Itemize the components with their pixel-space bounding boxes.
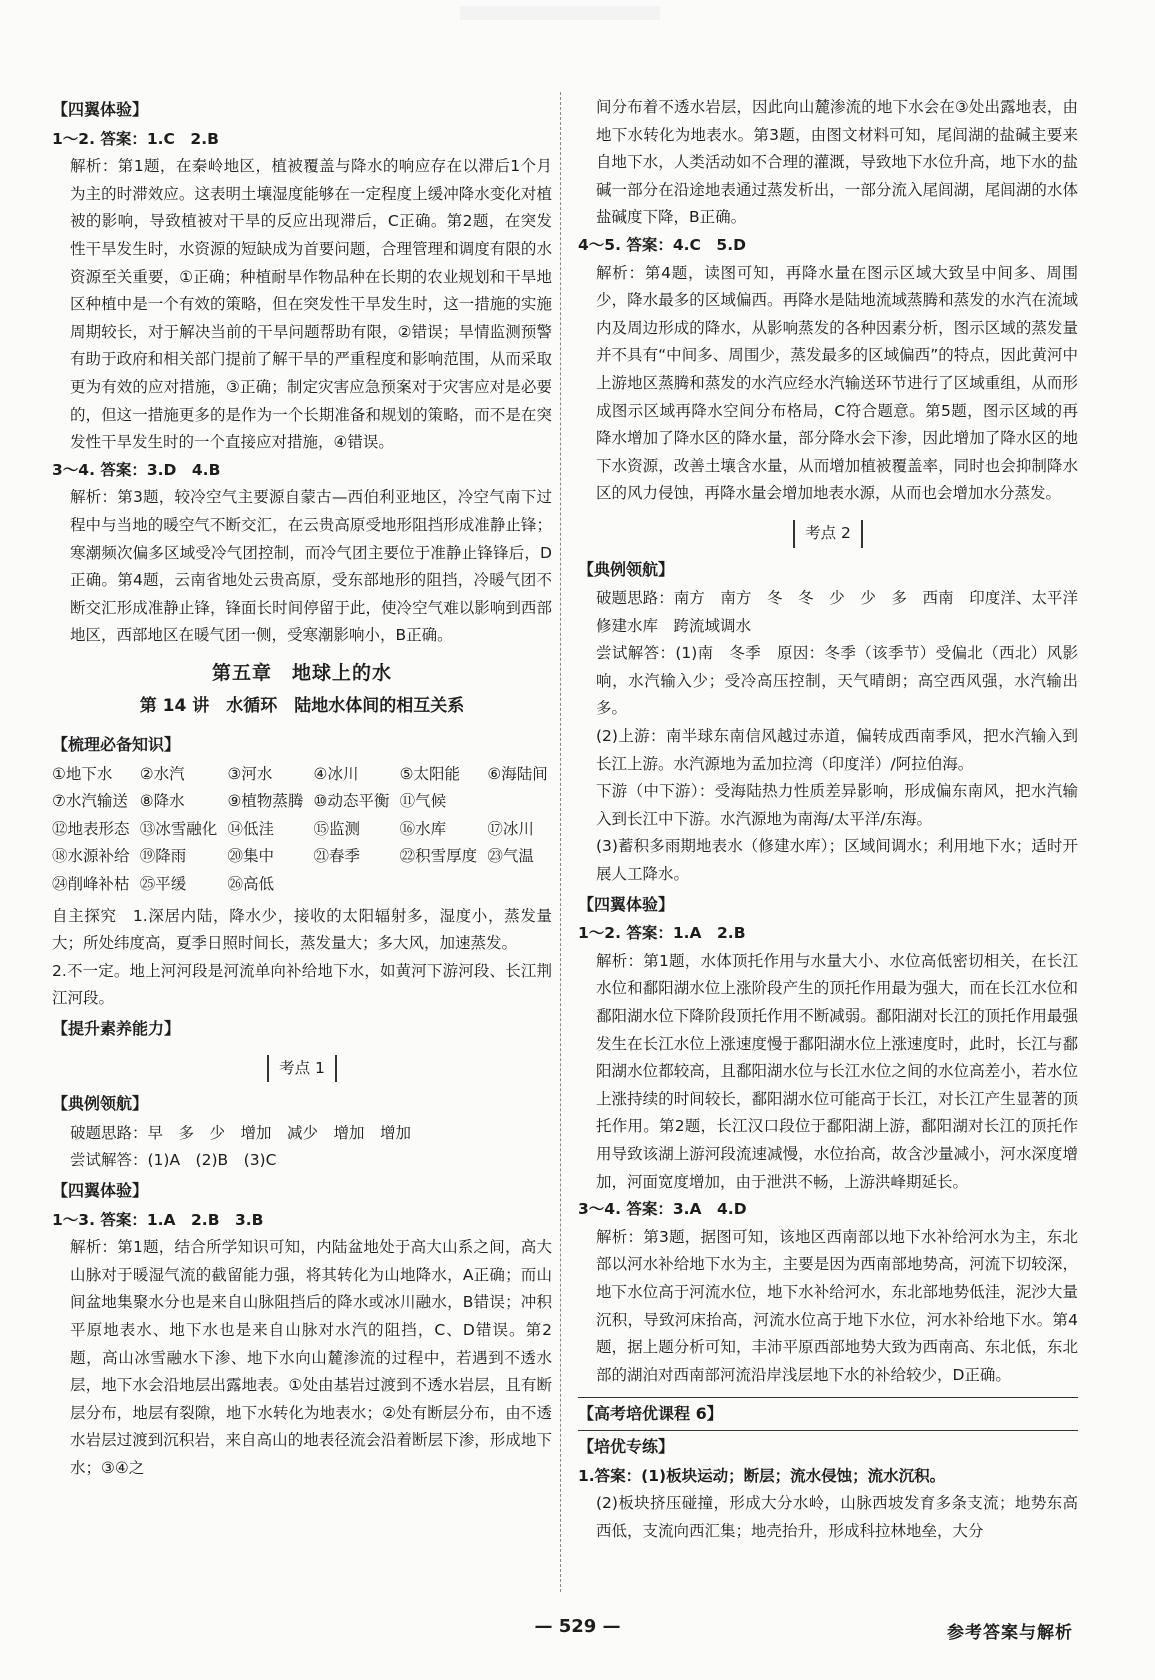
grid-cell: ②水汽 xyxy=(139,764,185,783)
grid-cell: ㉔削峰补枯 xyxy=(52,875,130,894)
footer-label: 参考答案与解析 xyxy=(947,1623,1073,1643)
answer-line: 1～2. 答案：1.C 2.B xyxy=(52,129,219,148)
grid-cell: ⑥海陆间 xyxy=(487,764,548,783)
grid-cell: ⑬冰雪融化 xyxy=(139,819,218,838)
kaodian-label xyxy=(52,1055,552,1083)
answer-line: 1.答案：(1)板块运动；断层；流水侵蚀；流水沉积。 xyxy=(578,1466,946,1485)
solution-idea: 破题思路：早 多 少 增加 减少 增加 增加 xyxy=(70,1123,412,1142)
chapter-title: 第五章 地球上的水 xyxy=(211,661,392,684)
grid-cell: ⑤太阳能 xyxy=(399,764,461,783)
grid-cell: ①地下水 xyxy=(52,764,113,783)
explanation: 间分布着不透水岩层，因此向山麓渗流的地下水会在③处出露地表，由地下水转化为地表水。第3题，由图文材料可知，尾闾湖的盐碱主要来自地下水，人类活动如不合理的灌溉，导致地下水位升高，地下水的盐碱一部分在沿途地表通过蒸发析出，一部分流入尾闾湖，尾闾湖的水体盐碱度下降，B正确。 xyxy=(596,98,1078,227)
try-answer: (2)上游：南半球东南信风越过赤道，偏转成西南季风，把水汽输入到长江上游。水汽源地为孟加拉湾（印度洋）/阿拉伯海。 xyxy=(596,727,1078,773)
section-header: 【四翼体验】 xyxy=(578,894,675,914)
section-header: 【高考培优课程 6】 xyxy=(578,1397,1078,1431)
answer-line: 3～4. 答案：3.D 4.B xyxy=(52,460,221,479)
grid-cell: ③河水 xyxy=(227,764,273,783)
solution-idea: 破题思路：南方 南方 冬 冬 少 少 多 西南 印度洋、太平洋 修建水库 跨流域调水 xyxy=(596,589,1094,635)
self-explore: 自主探究 1.深居内陆，降水少，接收的太阳辐射多，湿度小，蒸发量大；所处纬度高，夏季日照时间长，蒸发量大；多大风，加速蒸发。 xyxy=(52,906,552,953)
grid-cell: ⑰冰川 xyxy=(487,819,534,838)
answer-line: 4～5. 答案：4.C 5.D xyxy=(578,235,746,254)
section-header: 【提升素养能力】 xyxy=(52,1019,181,1038)
try-answer: 尝试解答：(1)A (2)B (3)C xyxy=(70,1151,277,1170)
grid-cell: ㉖高低 xyxy=(227,875,274,894)
explanation: (2)板块挤压碰撞，形成大分水岭，山脉西坡发育多条支流；地势东高西低，支流向西汇集；地壳抬升，形成科拉林地垒，大分 xyxy=(596,1494,1078,1540)
grid-cell: ㉒积雪厚度 xyxy=(399,847,478,866)
kaodian-label xyxy=(578,520,1078,548)
lecture-title: 第 14 讲 水循环 陆地水体间的相互关系 xyxy=(139,696,465,717)
kaodian-text: 考点 2 xyxy=(793,520,863,548)
grid-cell: ⑨植物蒸腾 xyxy=(227,792,304,811)
try-answer: 尝试解答：(1)南 冬季 原因：冬季（该季节）受偏北（西北）风影响，水汽输入少；受冷高压控制，天气晴朗；高空西风强，水汽输出多。 xyxy=(596,644,1078,718)
section-header: 【典例领航】 xyxy=(578,559,675,579)
section-header: 【四翼体验】 xyxy=(52,100,149,119)
section-header: 【四翼体验】 xyxy=(52,1180,149,1200)
grid-cell: ⑳集中 xyxy=(227,847,274,866)
answer-line: 1～3. 答案：1.A 2.B 3.B xyxy=(52,1210,264,1229)
explanation: 解析：第1题，在秦岭地区，植被覆盖与降水的响应存在以滞后1个月为主的时滞效应。这表明土壤湿度能够在一定程度上缓冲降水变化对植被的影响，导致植被对干旱的反应出现滞后，C正确。第2题，在突发性干旱发生时，水资源的短缺成为首要问题，合理管理和调度有限的水资源至关重要，①正确；种植耐旱作物品种在长期的农业规划和干旱地区种植中是一个有效的策略，但在突发性干旱发生时，这一措施的实施周期较长，对于解决当前的干旱问题帮助有限，②错误；旱情监测预警有助于政府和相关部门提前了解干旱的严重程度和影响范围，从而采取更为有效的应对措施，③正确；制定灾害应急预案对于灾害应对是必要的，但这一措施更多的是作为一个长期准备和规划的策略，而不是在突发性干旱发生时的一个直接应对措施，④错误。 xyxy=(70,157,552,452)
page-number: — 529 — xyxy=(534,1616,621,1637)
kaodian-text: 考点 1 xyxy=(267,1055,337,1083)
left-column xyxy=(52,94,552,1483)
grid-cell: ㉓气温 xyxy=(487,847,534,866)
grid-cell: ㉑春季 xyxy=(313,847,361,866)
grid-cell: ⑲降雨 xyxy=(139,847,187,866)
grid-cell: ⑭低洼 xyxy=(227,819,274,838)
try-answer: (3)蓄积多雨期地表水（修建水库）；区域间调水；利用地下水；适时开展人工降水。 xyxy=(596,837,1078,884)
section-header: 【梳理必备知识】 xyxy=(52,735,181,755)
grid-cell: ⑦水汽输送 xyxy=(52,792,128,811)
grid-cell: ㉕平缓 xyxy=(139,875,187,894)
explanation: 解析：第1题，结合所学知识可知，内陆盆地处于高大山系之间，高大山脉对于暖湿气流的截留能力强，将其转化为山地降水，A正确；而山间盆地集聚水分也是来自山脉阻挡后的降水或冰川融水，B错误；冲积平原地表水、地下水也是来自山脉对水汽的阻挡，C、D错误。第2题，高山冰雪融水下渗、地下水向山麓渗流的过程中，若遇到不透水层，地下水会沿地层出露地表。①处由基岩过渡到不透水岩层，且有断层分布，地层有裂隙，地下水转化为地表水；②处有断层分布，由不透水岩层过渡到沉积岩，来自高山的地表径流会沿着断层下渗，形成地下水；③④之 xyxy=(70,1238,552,1477)
grid-cell: ⑮监测 xyxy=(313,819,361,838)
grid-cell xyxy=(487,788,552,816)
explanation: 解析：第3题，据图可知，该地区西南部以地下水补给河水为主，东北部以河水补给地下水为主，主要是因为西南部地势高，河流下切较深，地下水位高于河流水位，地下水补给河水，东北部地势低洼，泥沙大量沉积，导致河床抬高，河流水位高于地下水位，河水补给地下水。第4题，据上题分析可知，丰沛平原西部地势大致为西南高、东北低，东北部的湖泊对西南部河流沿岸浅层地下水的补给较少，D正确。 xyxy=(596,1227,1078,1384)
grid-cell: ⑪气候 xyxy=(399,792,447,811)
grid-cell: ⑩动态平衡 xyxy=(313,792,390,811)
grid-cell: ⑧降水 xyxy=(139,792,185,811)
explanation: 解析：第4题，读图可知，再降水量在图示区域大致呈中间多、周围少，降水最多的区域偏西。再降水是陆地流域蒸腾和蒸发的水汽在流域内及周边形成的降水，从影响蒸发的各种因素分析，图示区域的蒸发量并不具有“中间多、周围少，蒸发最多的区域偏西”的特点，因此黄河中上游地区蒸腾和蒸发的水汽应经水汽输送环节进行了区域重组，从而形成图示区域再降水空间分布格局，C符合题意。第5题，图示区域的再降水增加了降水区的降水量，部分降水会下渗，因此增加了降水区的地下水资源，改善土壤含水量，从而增加植被覆盖率，同时也会抑制降水区的风力侵蚀，再降水量会增加地表水源，从而也会增加水分蒸发。 xyxy=(596,263,1078,503)
explanation: 解析：第1题，水体顶托作用与水量大小、水位高低密切相关，在长江水位和鄱阳湖水位上涨阶段产生的顶托作用最为强大，而在长江水位和鄱阳湖水位下降阶段顶托作用不断减弱。鄱阳湖对长江的顶托作用最强发生在长江水位上涨速度慢于鄱阳湖水位上涨速度时，此时，长江与鄱阳湖水位都较高，且鄱阳湖水位与长江水位之间的水位高差小，若水位上涨持续的时间较长，鄱阳湖水位可能高于长江，对长江产生显著的顶托作用。第2题，长江汉口段位于鄱阳湖上游，鄱阳湖对长江的顶托作用导致该湖上游河段流速减慢，水位抬高，故含沙量减小，河水深度增加，河面宽度增加，由于泄洪不畅，上游洪峰期延长。 xyxy=(596,951,1078,1191)
column-divider xyxy=(560,92,561,1592)
section-header: 【培优专练】 xyxy=(578,1436,675,1456)
knowledge-grid xyxy=(52,761,552,899)
answer-line: 1～2. 答案：1.A 2.B xyxy=(578,924,746,943)
explanation: 解析：第3题，较冷空气主要源自蒙古—西伯利亚地区，冷空气南下过程中与当地的暖空气不断交汇，在云贵高原受地形阻挡形成准静止锋；寒潮频次偏多区域受冷气团控制，而冷气团主要位于准静止锋锋后，D正确。第4题，云南省地处云贵高原，受东部地形的阻挡，冷暖气团不断交汇形成准静止锋，锋面长时间停留于此，使冷空气难以影响到西部地区，西部地区在暖气团一侧，受寒潮影响小，B正确。 xyxy=(70,488,552,645)
grid-cell: ④冰川 xyxy=(313,764,359,783)
try-answer: 下游（中下游）：受海陆热力性质差异影响，形成偏东南风，把水汽输入到长江中下游。水汽源地为南海/太平洋/东海。 xyxy=(596,782,1078,828)
grid-cell: ⑯水库 xyxy=(399,819,447,838)
scan-artifact xyxy=(460,6,660,20)
self-explore: 2.不一定。地上河河段是河流单向补给地下水，如黄河下游河段、长江荆江河段。 xyxy=(52,961,552,1008)
right-column xyxy=(578,94,1094,1545)
answer-line: 3～4. 答案：3.A 4.D xyxy=(578,1200,747,1219)
grid-cell: ⑫地表形态 xyxy=(52,819,130,838)
section-header: 【典例领航】 xyxy=(52,1094,149,1114)
grid-cell: ⑱水源补给 xyxy=(52,847,130,866)
